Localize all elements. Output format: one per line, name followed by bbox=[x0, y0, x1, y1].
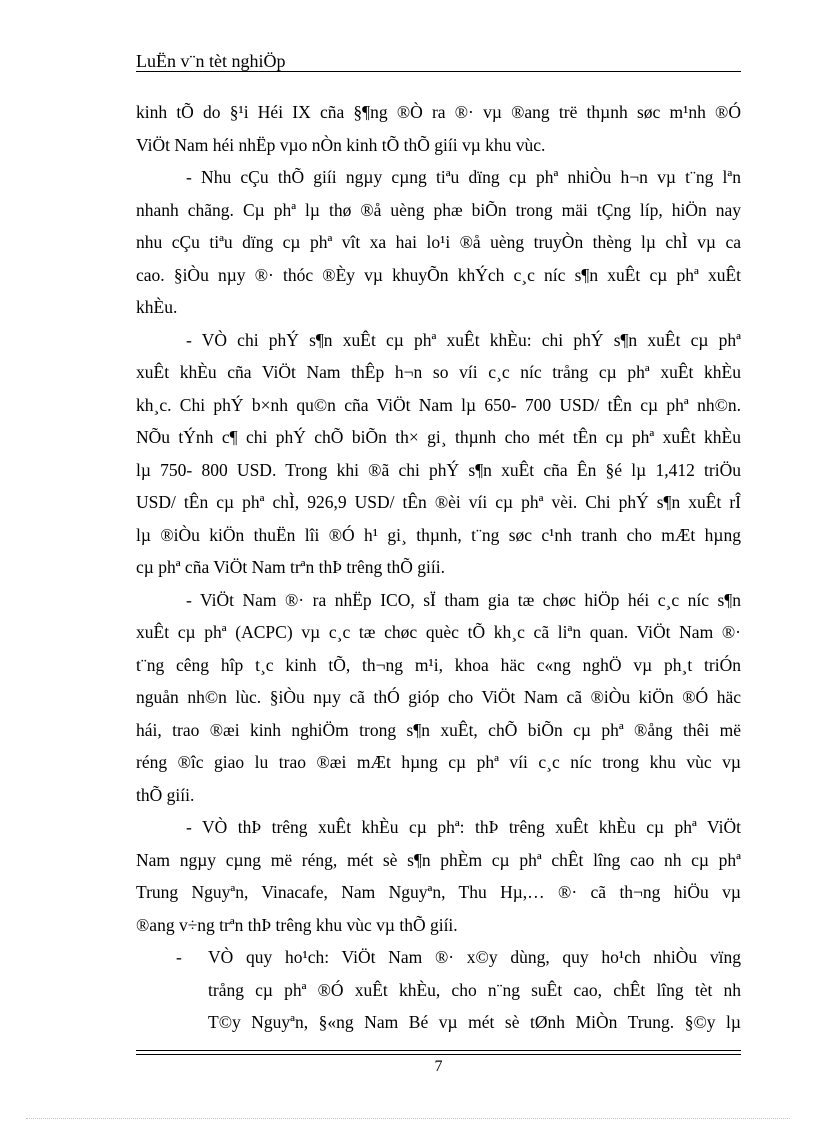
text-line: t¨ng cêng hîp t¸c kinh tÕ, th¬ng m¹i, khoa häc c«ng nghÖ vµ ph¸t triÓn bbox=[136, 654, 741, 675]
text-line: trång cµ phª ®Ó xuÊt khÈu, cho n¨ng suÊt cao, chÊt lîng tèt nh bbox=[208, 979, 741, 1000]
text-line: - VÒ thÞ trêng xuÊt khÈu cµ phª: thÞ trêng xuÊt khÈu cµ phª ViÖt bbox=[186, 817, 741, 837]
text-line: cao. §iÒu nµy ®· thóc ®Èy vµ khuyÕn khÝch c¸c níc s¶n xuÊt cµ phª xuÊt bbox=[136, 264, 741, 285]
text-line: lµ ®iÒu kiÖn thuËn lîi ®Ó h¹ gi¸ thµnh, t¨ng søc c¹nh tranh cho mÆt hµng bbox=[136, 524, 741, 545]
text-line: Trung Nguyªn, Vinacafe, Nam Nguyªn, Thu Hµ,… ®· cã th¬ng hiÖu vµ bbox=[136, 882, 741, 902]
footer-divider bbox=[136, 1054, 741, 1055]
text-line: réng ®îc giao lu trao ®æi mÆt hµng cµ phª víi c¸c níc trong khu vùc vµ bbox=[136, 752, 741, 772]
text-line: T©y Nguyªn, §«ng Nam Bé vµ mét sè tØnh MiÒn Trung. §©y lµ bbox=[208, 1012, 741, 1032]
text-line: Nam ngµy cµng më réng, mét sè s¶n phÈm cµ phª chÊt lîng cao nh cµ phª bbox=[136, 849, 741, 870]
text-line: NÕu tÝnh c¶ chi phÝ chÕ biÕn th× gi¸ thµnh cho mét tÊn cµ phª xuÊt khÈu bbox=[136, 427, 741, 447]
text-line: - Nhu cÇu thÕ giíi ngµy cµng tiªu dïng cµ phª nhiÒu h¬n vµ t¨ng lªn bbox=[186, 167, 741, 187]
text-line: hái, trao ®æi kinh nghiÖm trong s¶n xuÊt, chÕ biÕn cµ phª ®ång thêi më bbox=[136, 719, 741, 740]
page-break-marker bbox=[26, 1118, 790, 1119]
text-line: ViÖt Nam héi nhËp vµo nÒn kinh tÕ thÕ giíi vµ khu vùc. bbox=[136, 134, 546, 155]
text-line: ®ang v÷ng trªn thÞ trêng khu vùc vµ thÕ giíi. bbox=[136, 914, 458, 935]
text-line: xuÊt cµ phª (ACPC) vµ c¸c tæ chøc quèc tÕ kh¸c cã liªn quan. ViÖt Nam ®· bbox=[136, 622, 741, 642]
text-line: VÒ quy ho¹ch: ViÖt Nam ®· x©y dùng, quy ho¹ch nhiÒu vïng bbox=[208, 947, 741, 967]
text-line: kinh tÕ do §¹i Héi IX cña §¶ng ®Ò ra ®· vµ ®ang trë thµnh søc m¹nh ®Ó bbox=[136, 102, 741, 122]
text-line: nhanh chãng. Cµ phª lµ thø ®å uèng phæ biÕn trong mäi tÇng líp, hiÖn nay bbox=[136, 199, 741, 220]
text-line: nhu cÇu tiªu dïng cµ phª vît xa hai lo¹i ®å uèng truyÒn thèng lµ chÌ vµ ca bbox=[136, 232, 741, 252]
text-line: lµ 750- 800 USD. Trong khi ®ã chi phÝ s¶n xuÊt cña Ên §é lµ 1,412 triÖu bbox=[136, 459, 741, 480]
text-line: - VÒ chi phÝ s¶n xuÊt cµ phª xuÊt khÈu: chi phÝ s¶n xuÊt cµ phª bbox=[186, 329, 741, 350]
text-line: xuÊt khÈu cña ViÖt Nam thÊp h¬n so víi c¸c níc trång cµ phª xuÊt khÈu bbox=[136, 362, 741, 382]
text-line: nguån nh©n lùc. §iÒu nµy cã thÓ gióp cho ViÖt Nam cã ®iÒu kiÖn ®Ó häc bbox=[136, 687, 741, 707]
bullet-dash: - bbox=[176, 947, 182, 967]
text-line: kh¸c. Chi phÝ b×nh qu©n cña ViÖt Nam lµ 650- 700 USD/ tÊn cµ phª nh©n. bbox=[136, 394, 741, 415]
text-line: - ViÖt Nam ®· ra nhËp ICO, sÏ tham gia tæ chøc hiÖp héi c¸c níc s¶n bbox=[186, 589, 741, 610]
text-line: USD/ tÊn cµ phª chÌ, 926,9 USD/ tÊn ®èi víi cµ phª vèi. Chi phÝ s¶n xuÊt rÎ bbox=[136, 492, 741, 512]
page-number: 7 bbox=[434, 1058, 443, 1075]
bullet-item bbox=[136, 941, 741, 974]
text-line: thÕ giíi. bbox=[136, 784, 195, 805]
text-line: khÈu. bbox=[136, 297, 178, 317]
header-divider bbox=[136, 71, 741, 72]
page-header-title: LuËn v¨n tèt nghiÖp bbox=[136, 51, 286, 71]
text-line: cµ phª cña ViÖt Nam trªn thÞ trêng thÕ giíi. bbox=[136, 557, 446, 577]
footer-divider bbox=[136, 1050, 741, 1051]
body-text bbox=[136, 96, 741, 1039]
